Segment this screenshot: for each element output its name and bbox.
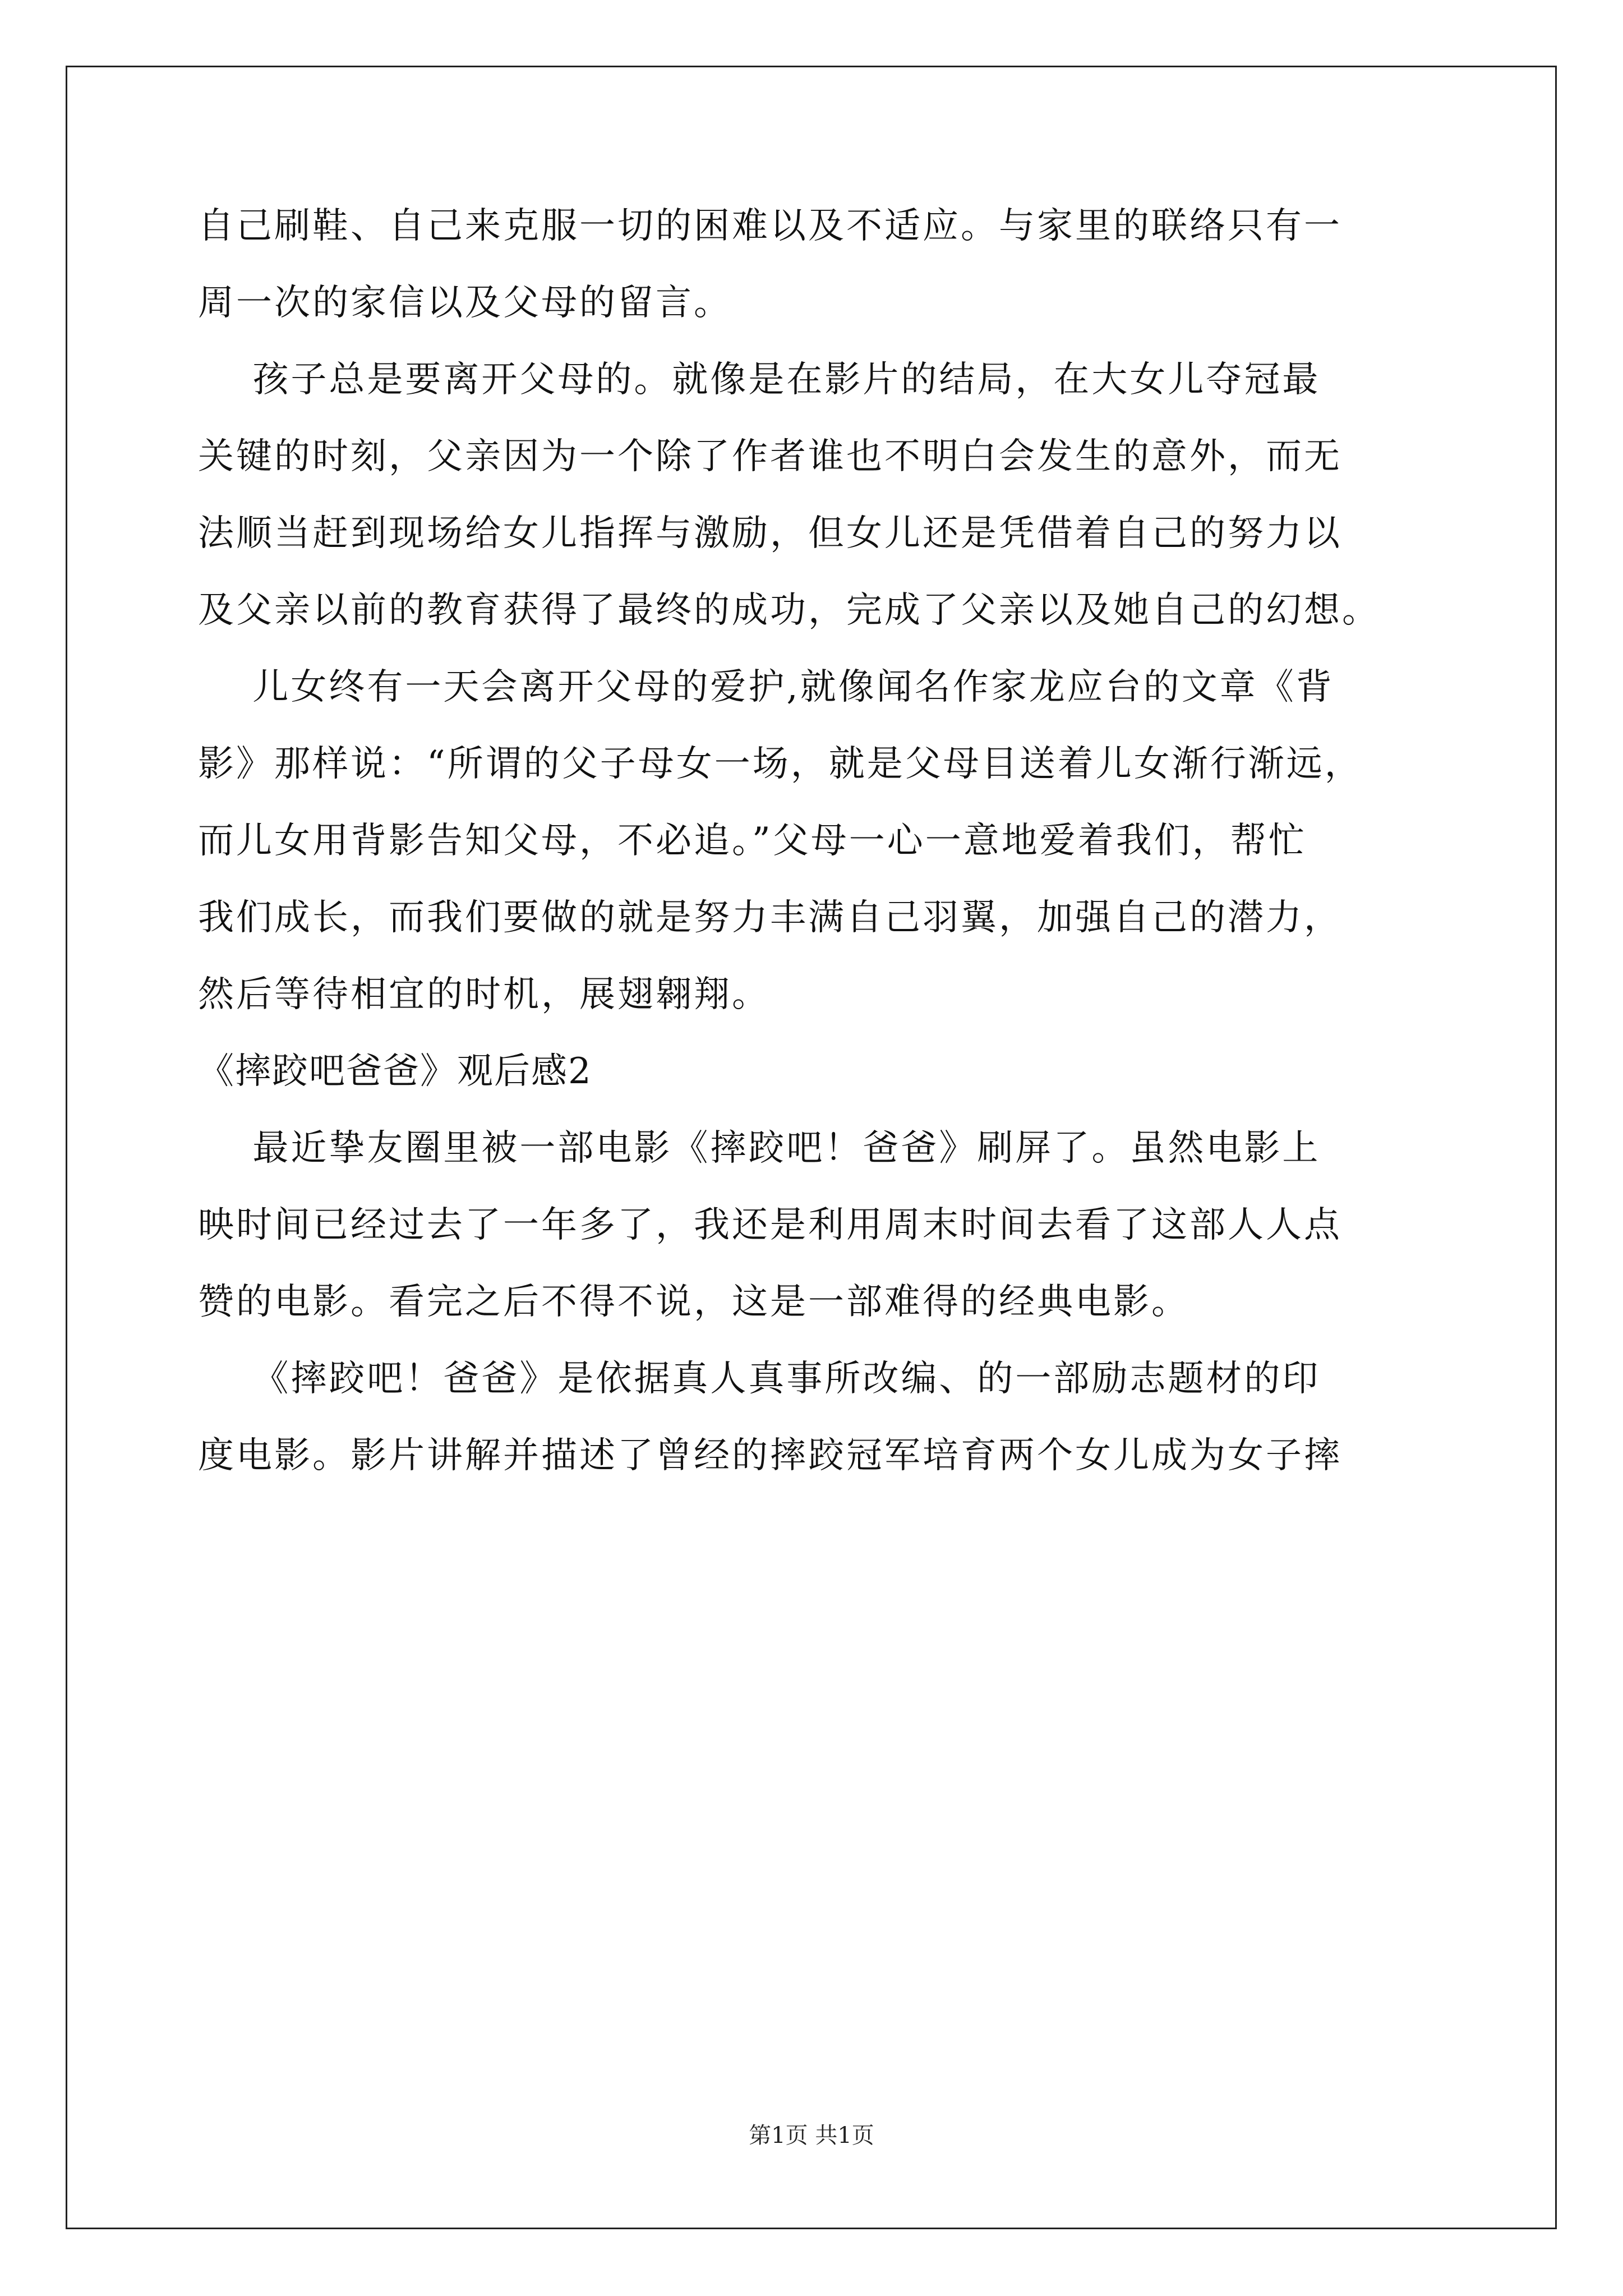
text-line: 赞的电影。看完之后不得不说，这是一部难得的经典电影。 — [198, 1281, 1189, 1323]
page-number: 第1页 共1页 — [749, 2123, 874, 2148]
text-line: 而儿女用背影告知父母，不必追。”父母一心一意地爱着我们，帮忙 — [198, 820, 1307, 862]
document-body — [198, 188, 1432, 1494]
section-heading: 《摔跤吧爸爸》观后感2 — [198, 1051, 592, 1092]
text-line: 孩子总是要离开父母的。就像是在影片的结局，在大女儿夺冠最 — [198, 359, 1321, 401]
text-line: 关键的时刻，父亲因为一个除了作者谁也不明白会发生的意外，而无 — [198, 436, 1342, 477]
text-line: 自己刷鞋、自己来克服一切的困难以及不适应。与家里的联络只有一 — [198, 205, 1342, 247]
text-line: 及父亲以前的教育获得了最终的成功，完成了父亲以及她自己的幻想。 — [198, 590, 1380, 631]
text-line: 映时间已经过去了一年多了，我还是利用周末时间去看了这部人人点 — [198, 1204, 1342, 1246]
text-line: 最近挚友圈里被一部电影《摔跤吧！爸爸》刷屏了。虽然电影上 — [198, 1128, 1321, 1169]
text-line: 影》那样说：“所谓的父子母女一场，就是父母目送着儿女渐行渐远， — [198, 743, 1363, 785]
text-line: 法顺当赶到现场给女儿指挥与激励，但女儿还是凭借着自己的努力以 — [198, 513, 1342, 554]
text-line: 度电影。影片讲解并描述了曾经的摔跤冠军培育两个女儿成为女子摔 — [198, 1435, 1342, 1476]
text-line: 《摔跤吧！爸爸》是依据真人真事所改编、的一部励志题材的印 — [198, 1358, 1321, 1400]
text-line: 我们成长，而我们要做的就是努力丰满自己羽翼，加强自己的潜力， — [198, 897, 1342, 938]
text-line: 然后等待相宜的时机，展翅翱翔。 — [198, 974, 770, 1015]
text-line: 周一次的家信以及父母的留言。 — [198, 282, 732, 324]
text-line: 儿女终有一天会离开父母的爱护,就像闻名作家龙应台的文章《背 — [198, 666, 1334, 708]
